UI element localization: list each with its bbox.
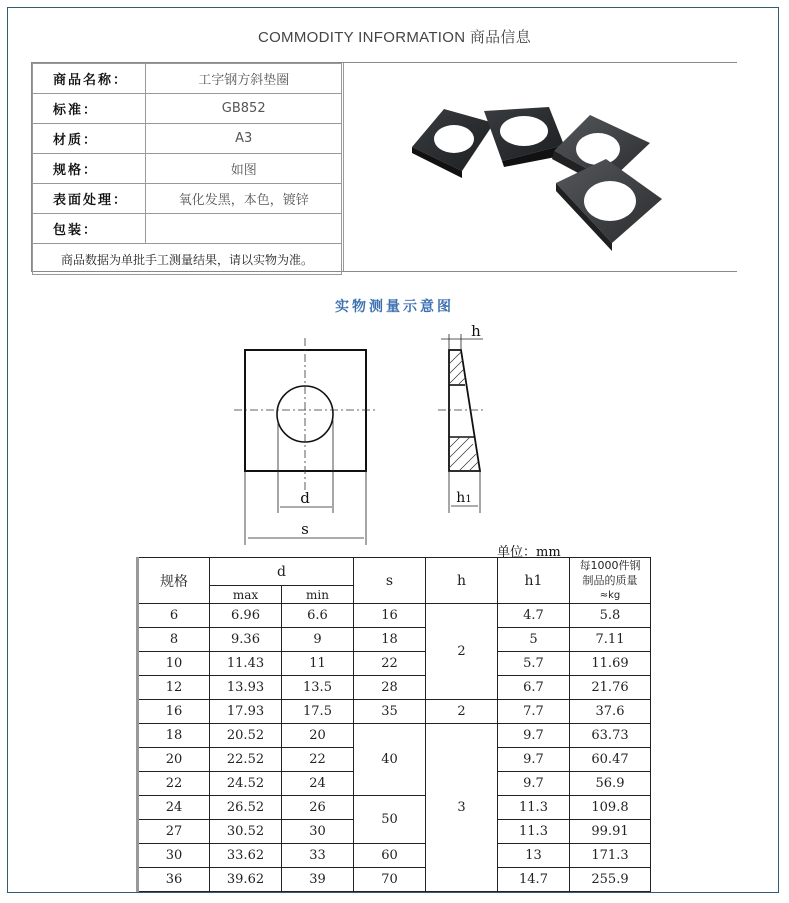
washer-drawing [200, 320, 500, 545]
cell-h1: 11.3 [498, 820, 570, 844]
info-row-surface [33, 184, 342, 214]
washers-image [344, 63, 737, 271]
table-row [138, 844, 651, 868]
cell-h1: 11.3 [498, 796, 570, 820]
table-row [138, 868, 651, 892]
cell-spec: 36 [138, 868, 210, 892]
cell-h1: 13 [498, 844, 570, 868]
cell-d-min: 20 [282, 724, 354, 748]
cell-s: 18 [354, 628, 426, 652]
info-value [146, 214, 342, 244]
cell-d-min: 22 [282, 748, 354, 772]
cell-s: 70 [354, 868, 426, 892]
cell-weight: 11.69 [570, 652, 651, 676]
cell-h1: 4.7 [498, 604, 570, 628]
info-note: 商品数据为单批手工测量结果，请以实物为准。 [33, 244, 342, 275]
col-d: d [210, 558, 354, 586]
label-h1: h1 [456, 490, 472, 506]
cell-d-max: 24.52 [210, 772, 282, 796]
diagram-title: 实物测量示意图 [335, 299, 454, 315]
cell-s: 22 [354, 652, 426, 676]
cell-weight: 109.8 [570, 796, 651, 820]
cell-spec: 22 [138, 772, 210, 796]
cell-d-min: 30 [282, 820, 354, 844]
info-key: 包装： [33, 214, 146, 244]
table-row [138, 652, 651, 676]
cell-h1: 9.7 [498, 724, 570, 748]
cell-weight: 60.47 [570, 748, 651, 772]
cell-weight: 21.76 [570, 676, 651, 700]
cell-weight: 171.3 [570, 844, 651, 868]
cell-d-min: 33 [282, 844, 354, 868]
cell-weight: 5.8 [570, 604, 651, 628]
table-row [138, 604, 651, 628]
cell-weight: 63.73 [570, 724, 651, 748]
info-key: 规格： [33, 154, 146, 184]
cell-spec: 20 [138, 748, 210, 772]
cell-s: 16 [354, 604, 426, 628]
info-key: 标准： [33, 94, 146, 124]
col-d-max: max [210, 586, 282, 604]
cell-d-max: 33.62 [210, 844, 282, 868]
cell-spec: 30 [138, 844, 210, 868]
product-photo [343, 63, 737, 271]
info-key: 商品名称： [33, 64, 146, 94]
col-h: h [426, 558, 498, 604]
header-row [138, 558, 651, 586]
cell-h1: 14.7 [498, 868, 570, 892]
col-weight [570, 558, 651, 604]
cell-d-max: 6.96 [210, 604, 282, 628]
cell-d-max: 13.93 [210, 676, 282, 700]
info-row-note [33, 244, 342, 275]
cell-d-min: 26 [282, 796, 354, 820]
label-h: h [471, 322, 481, 340]
weight-header-line1: 每1000件钢 [579, 559, 641, 572]
cell-h: 2 [426, 700, 498, 724]
cell-h: 2 [426, 604, 498, 700]
cell-weight: 37.6 [570, 700, 651, 724]
cell-h1: 7.7 [498, 700, 570, 724]
cell-d-max: 20.52 [210, 724, 282, 748]
table-row [138, 628, 651, 652]
cell-d-max: 30.52 [210, 820, 282, 844]
cell-spec: 6 [138, 604, 210, 628]
cell-s: 40 [354, 724, 426, 796]
info-key: 表面处理： [33, 184, 146, 214]
cell-d-max: 9.36 [210, 628, 282, 652]
cell-s: 60 [354, 844, 426, 868]
info-row-material [33, 124, 342, 154]
weight-header-line2: 制品的质量 [582, 574, 638, 587]
info-value: GB852 [146, 94, 342, 124]
cell-d-max: 22.52 [210, 748, 282, 772]
product-info-panel [31, 62, 737, 272]
info-row-spec [33, 154, 342, 184]
cell-d-min: 17.5 [282, 700, 354, 724]
cell-h1: 5 [498, 628, 570, 652]
info-value: 如图 [146, 154, 342, 184]
info-row-name [33, 64, 342, 94]
cell-spec: 27 [138, 820, 210, 844]
cell-d-min: 39 [282, 868, 354, 892]
cell-spec: 16 [138, 700, 210, 724]
cell-d-min: 9 [282, 628, 354, 652]
cell-spec: 18 [138, 724, 210, 748]
cell-d-max: 39.62 [210, 868, 282, 892]
label-d: d [300, 489, 310, 507]
info-row-package [33, 214, 342, 244]
table-row [138, 676, 651, 700]
cell-s: 28 [354, 676, 426, 700]
label-s: s [301, 520, 309, 538]
cell-d-max: 17.93 [210, 700, 282, 724]
unit-label: 单位：mm [497, 545, 561, 560]
cell-spec: 12 [138, 676, 210, 700]
col-spec: 规格 [138, 558, 210, 604]
weight-header-line3: ≈kg [599, 590, 621, 601]
cell-spec: 10 [138, 652, 210, 676]
cell-weight: 7.11 [570, 628, 651, 652]
info-value: A3 [146, 124, 342, 154]
cell-d-max: 26.52 [210, 796, 282, 820]
cell-spec: 24 [138, 796, 210, 820]
table-row [138, 796, 651, 820]
product-info-table [32, 63, 342, 275]
col-h1: h1 [498, 558, 570, 604]
cell-weight: 99.91 [570, 820, 651, 844]
cell-d-min: 11 [282, 652, 354, 676]
page-title: COMMODITY INFORMATION 商品信息 [257, 29, 532, 46]
cell-s: 50 [354, 796, 426, 844]
cell-weight: 255.9 [570, 868, 651, 892]
cell-spec: 8 [138, 628, 210, 652]
col-s: s [354, 558, 426, 604]
cell-d-min: 6.6 [282, 604, 354, 628]
info-value: 工字钢方斜垫圈 [146, 64, 342, 94]
cell-d-min: 13.5 [282, 676, 354, 700]
table-row [138, 700, 651, 724]
cell-h1: 6.7 [498, 676, 570, 700]
cell-h1: 5.7 [498, 652, 570, 676]
measurement-diagram [200, 320, 500, 549]
info-key: 材质： [33, 124, 146, 154]
cell-s: 35 [354, 700, 426, 724]
col-d-min: min [282, 586, 354, 604]
cell-d-max: 11.43 [210, 652, 282, 676]
table-row [138, 724, 651, 748]
cell-h1: 9.7 [498, 772, 570, 796]
cell-h: 3 [426, 724, 498, 892]
info-value: 氧化发黑，本色，镀锌 [146, 184, 342, 214]
spec-table [136, 557, 651, 892]
info-row-standard [33, 94, 342, 124]
cell-weight: 56.9 [570, 772, 651, 796]
cell-h1: 9.7 [498, 748, 570, 772]
cell-d-min: 24 [282, 772, 354, 796]
